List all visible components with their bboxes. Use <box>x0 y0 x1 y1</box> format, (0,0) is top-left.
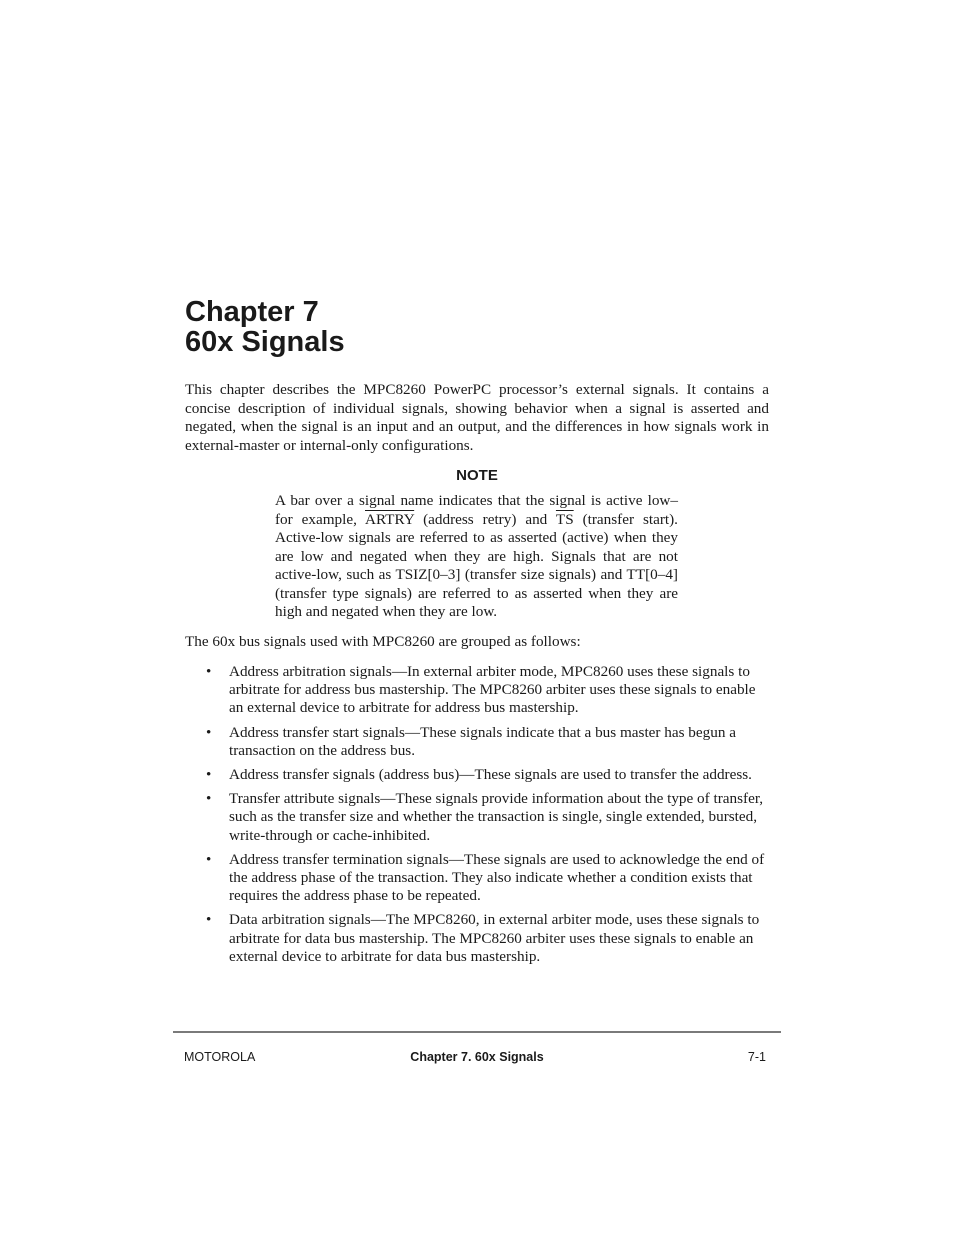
list-item <box>206 663 768 718</box>
footer-page-number: 7-1 <box>747 1050 766 1064</box>
list-item <box>206 851 768 906</box>
signal-ts: $\overline{TS}$ <box>555 510 574 528</box>
list-item-text: Address arbitration signals—In external arbiter mode, MPC8260 uses these signals to arbitrate for address bus mastership. The MPC8260 arbiter uses these signals to enable an external device to arbitrate for address bus mastership. <box>229 663 756 717</box>
note-body <box>275 492 678 622</box>
bullet-icon: • <box>206 663 212 680</box>
signal-artry: ARTRY <box>365 510 415 528</box>
footer-chapter-title: Chapter 7. 60x Signals <box>410 1050 544 1064</box>
list-item-text: Address transfer signals (address bus)—These signals are used to transfer the address. <box>229 766 752 784</box>
footer-publisher: MOTOROLA <box>184 1050 256 1064</box>
list-item <box>206 724 768 760</box>
list-item <box>206 790 768 845</box>
bullet-icon: • <box>206 850 212 868</box>
note-text-after: (transfer start). Active-low signals are referred to as asserted (active) when they are low and negated when they are high. Signals that are not active-low, such as TSIZ[0–3] (transfer size signals) and TT[0–4] (transfer type signals) are referred to as asserted when they are high and negated when they are low. <box>275 510 678 620</box>
intro-paragraph: This chapter describes the MPC8260 PowerPC processor’s external signals. It contains a concise description of individual signals, showing behavior when a signal is asserted and negated, when the signal is an input and an output, and the differences in how signals work in external-master or internal-only configurations. <box>185 381 769 454</box>
grouped-intro-paragraph: The 60x bus signals used with MPC8260 are grouped as follows: <box>185 633 581 650</box>
chapter-number: Chapter 7 <box>185 296 319 328</box>
signal-group-list <box>206 663 768 972</box>
bullet-icon: • <box>206 766 212 784</box>
list-item-text: Data arbitration signals—The MPC8260, in external arbiter mode, uses these signals to arbitrate for data bus mastership. The MPC8260 arbiter uses these signals to enable an external device to arbitrate for data bus mastership. <box>229 911 760 965</box>
note-heading: NOTE <box>456 467 498 484</box>
bullet-icon: • <box>206 723 212 741</box>
list-item-text: Address transfer start signals—These signals indicate that a bus master has begun a transaction on the address bus. <box>229 723 736 759</box>
bullet-icon: • <box>206 911 212 929</box>
list-item <box>206 766 768 784</box>
note-text-before: A bar over a signal name indicates that the signal is active low–for example, <box>275 492 678 528</box>
list-item-text: Address transfer termination signals—These signals are used to acknowledge the end of the address phase of the transaction. They also indicate whether a condition exists that requires the address phase to be repeated. <box>229 850 765 905</box>
footer-divider <box>173 1031 781 1033</box>
list-item-text: Transfer attribute signals—These signals provide information about the type of transfer, such as the transfer size and whether the transaction is single, single extended, bursted, write-through or cache-inhibited. <box>229 790 764 844</box>
list-item <box>206 911 768 966</box>
note-text-middle: (address retry) and <box>414 510 556 528</box>
chapter-name: 60x Signals <box>185 326 345 358</box>
chapter-title <box>185 297 345 357</box>
bullet-icon: • <box>206 790 212 808</box>
